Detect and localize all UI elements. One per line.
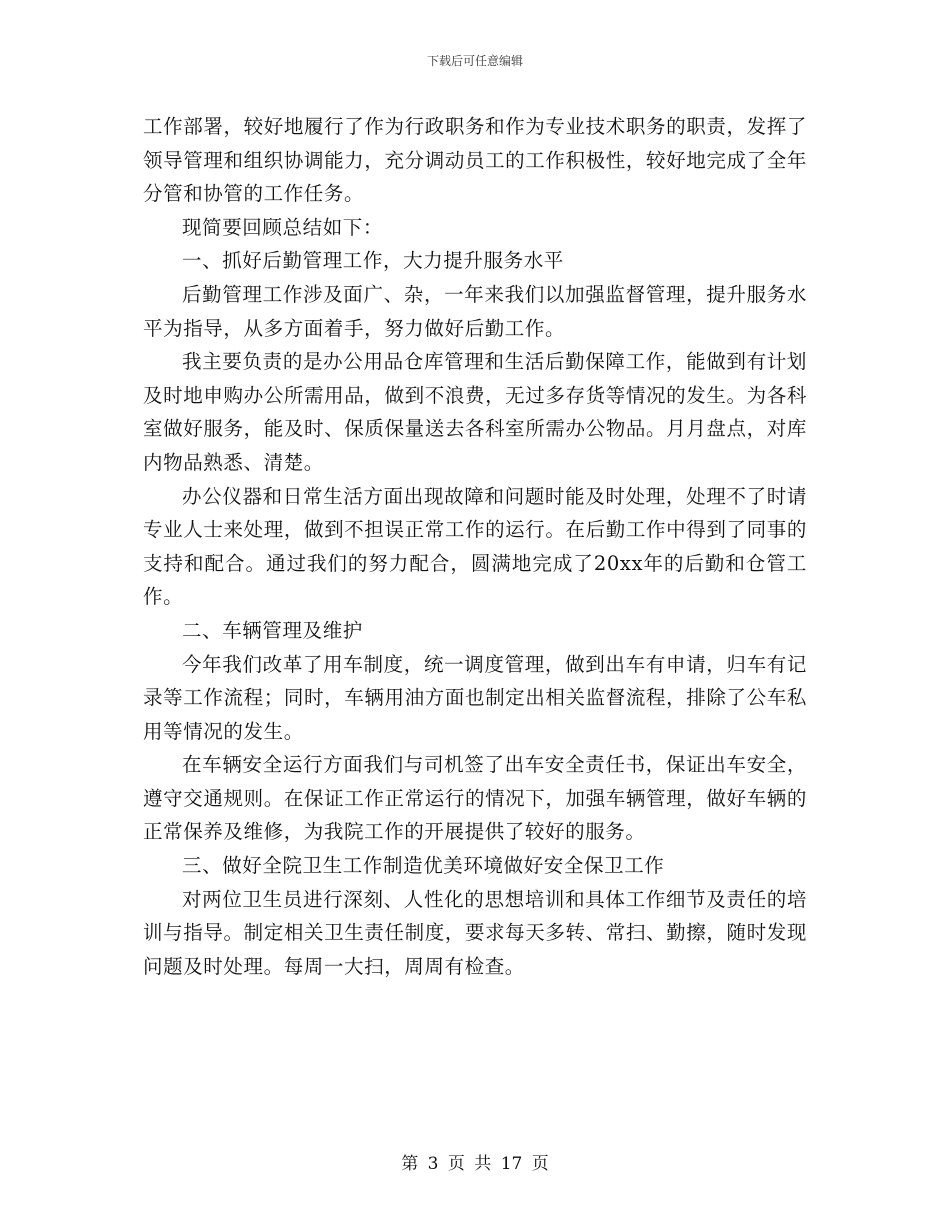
paragraph-continuation: 工作部署，较好地履行了作为行政职务和作为专业技术职务的职责，发挥了领导管理和组织协调能力，充分调动员工的工作积极性，较好地完成了全年分管和协管的工作任务。 <box>143 115 807 206</box>
page-header-note: 下载后可任意编辑 <box>426 54 523 68</box>
document-body <box>143 110 807 983</box>
paragraph-office-supplies: 我主要负责的是办公用品仓库管理和生活后勤保障工作，能做到有计划及时地申购办公所需用品，做到不浪费，无过多存货等情况的发生。为各科室做好服务，能及时、保质保量送去各科室所需办公物品。月月盘点，对库内物品熟悉、清楚。 <box>143 350 807 474</box>
paragraph-summary-intro: 现简要回顾总结如下： <box>182 215 384 239</box>
section-heading-logistics: 一、抓好后勤管理工作，大力提升服务水平 <box>182 249 564 273</box>
paragraph-vehicle-safety: 在车辆安全运行方面我们与司机签了出车安全责任书，保证出车安全，遵守交通规则。在保证工作正常运行的情况下，加强车辆管理，做好车辆的正常保养及维修，为我院工作的开展提供了较好的服务。 <box>143 753 807 844</box>
paragraph-hygiene-training: 对两位卫生员进行深刻、人性化的思想培训和具体工作细节及责任的培训与指导。制定相关卫生责任制度，要求每天多转、常扫、勤擦，随时发现问题及时处理。每周一大扫，周周有检查。 <box>143 887 807 978</box>
page-number: 第 3 页 共 17 页 <box>401 1154 549 1174</box>
paragraph-logistics-overview: 后勤管理工作涉及面广、杂，一年来我们以加强监督管理，提升服务水平为指导，从多方面着手，努力做好后勤工作。 <box>143 282 807 340</box>
paragraph-equipment-maintenance: 办公仪器和日常生活方面出现故障和问题时能及时处理，处理不了时请专业人士来处理，做到不担误正常工作的运行。在后勤工作中得到了同事的支持和配合。通过我们的努力配合，圆满地完成了20xx年的后勤和仓管工作。 <box>143 484 807 609</box>
section-heading-hygiene-security: 三、做好全院卫生工作制造优美环境做好安全保卫工作 <box>182 854 665 878</box>
paragraph-vehicle-policy: 今年我们改革了用车制度，统一调度管理，做到出车有申请，归车有记录等工作流程；同时，车辆用油方面也制定出相关监督流程，排除了公车私用等情况的发生。 <box>143 652 807 743</box>
section-heading-vehicles: 二、车辆管理及维护 <box>182 618 363 642</box>
